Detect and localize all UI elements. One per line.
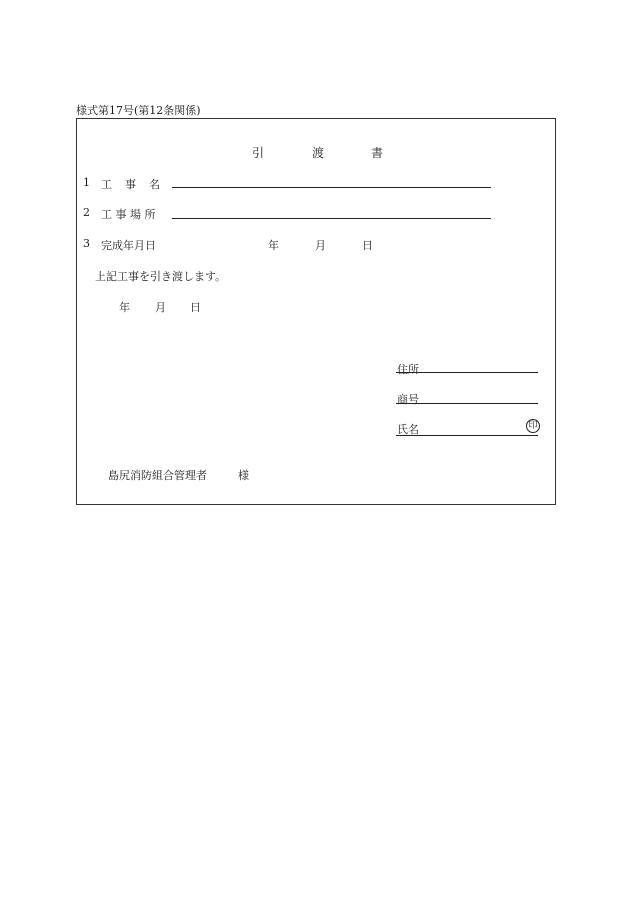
statement-text: 上記工事を引き渡します。: [95, 270, 227, 283]
issue-year-unit: 年: [119, 301, 130, 314]
issue-day-unit: 日: [190, 301, 201, 314]
field-label: 完成年月日: [101, 239, 156, 252]
title-char-3: 書: [371, 146, 384, 160]
form-number: 様式第17号(第12条関係): [76, 104, 201, 117]
title-char-1: 引: [252, 146, 265, 160]
issue-month-unit: 月: [155, 301, 166, 314]
form-box: [76, 118, 556, 505]
trade-name-line[interactable]: [396, 403, 538, 404]
label-char: 名: [149, 178, 160, 191]
construction-name-line[interactable]: [172, 187, 491, 188]
field-number: 2: [83, 206, 90, 219]
completion-day-unit: 日: [362, 239, 373, 252]
completion-year-unit: 年: [268, 239, 279, 252]
recipient-name: 島尻消防組合管理者: [108, 469, 207, 482]
name-label: 氏名: [397, 423, 419, 436]
field-number: 1: [83, 176, 90, 189]
seal-icon: 印: [526, 419, 540, 433]
completion-month-unit: 月: [315, 239, 326, 252]
recipient-honorific: 様: [238, 469, 249, 482]
title-char-2: 渡: [312, 146, 325, 160]
name-line[interactable]: [396, 435, 538, 436]
label-char: 工: [101, 178, 112, 191]
address-line[interactable]: [396, 372, 538, 373]
address-label: 住所: [397, 363, 419, 376]
trade-name-label: 商号: [397, 393, 419, 406]
field-label: 工 事 場 所: [101, 208, 156, 221]
label-char: 事: [125, 178, 136, 191]
construction-site-line[interactable]: [172, 218, 491, 219]
field-number: 3: [83, 237, 90, 250]
